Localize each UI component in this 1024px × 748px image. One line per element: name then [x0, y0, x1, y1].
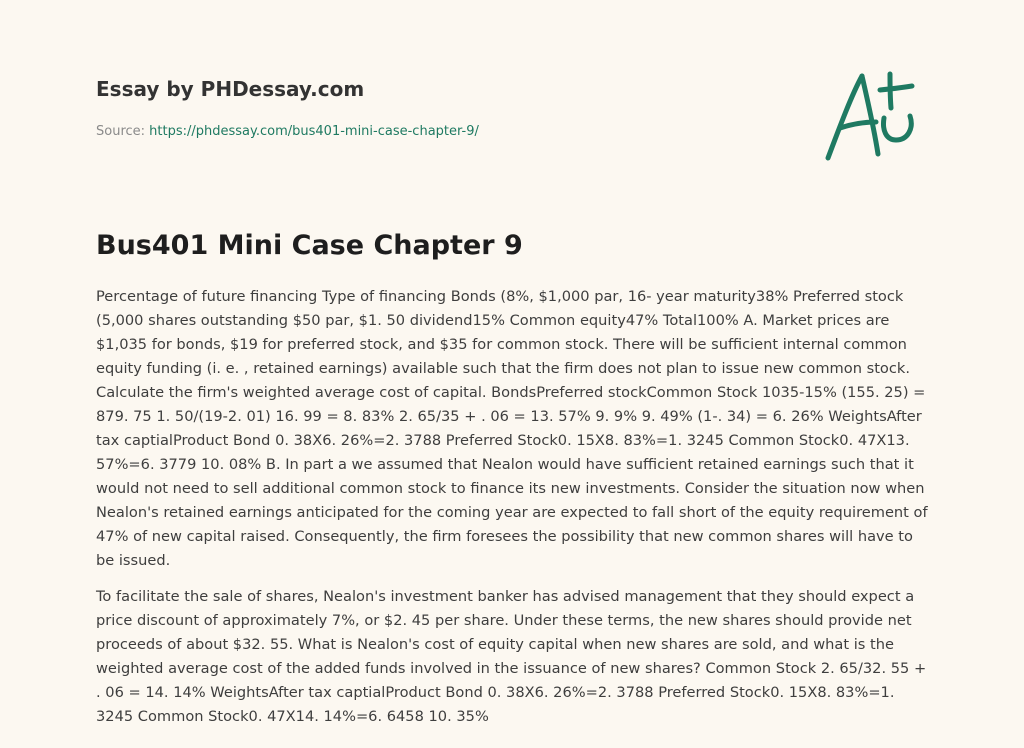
site-title: Essay by PHDessay.com — [96, 77, 365, 101]
source-label: Source: — [96, 124, 150, 139]
source-line — [96, 122, 796, 142]
a-plus-logo — [818, 66, 930, 166]
paragraph: Percentage of future financing Type of financing Bonds (8%, $1,000 par, 16- year maturity38% Preferred stock (5,000 shares outstanding $50 par, $1. 50 dividend15% Common equity47% Total100% A. Market prices are $1,035 for bonds, $19 for preferred stock, and $35 for common stock. There will be sufficient internal common equity funding (i. e. , retained earnings) available such that the firm does not plan to issue new common stock. Calculate the firm's weighted average cost of capital. BondsPreferred stockCommon Stock 1035-15% (155. 25) = 879. 75 1. 50/(19-2. 01) 16. 99 = 8. 83% 2. 65/35 + . 06 = 13. 57% 9. 9% 9. 49% (1-. 34) = 6. 26% WeightsAfter tax captialProduct Bond 0. 38X6. 26%=2. 3788 Preferred Stock0. 15X8. 83%=1. 3245 Common Stock0. 47X13. 57%=6. 3779 10. 08% B. In part a we assumed that Nealon would have sufficient retained earnings such that it would not need to sell additional common stock to finance its new investments. Consider the situation now when Nealon's retained earnings anticipated for the coming year are expected to fall short of the equity requirement of 47% of new capital raised. Consequently, the firm foresees the possibility that new common shares will have to be issued. — [96, 288, 928, 569]
document-body — [96, 285, 930, 741]
page-header — [96, 74, 796, 142]
paragraph: To facilitate the sale of shares, Nealon's investment banker has advised management that they should expect a price discount of approximately 7%, or $2. 45 per share. Under these terms, the new shares should provide net proceeds of about $32. 55. What is Nealon's cost of equity capital when new shares are sold, and what is the weighted average cost of the added funds involved in the issuance of new shares? Common Stock 2. 65/32. 55 + . 06 = 14. 14% WeightsAfter tax captialProduct Bond 0. 38X6. 26%=2. 3788 Preferred Stock0. 15X8. 83%=1. 3245 Common Stock0. 47X14. 14%=6. 6458 10. 35% — [96, 588, 927, 725]
a-plus-grade-icon — [818, 66, 930, 166]
source-link[interactable]: https://phdessay.com/bus401-mini-case-chapter-9/ — [149, 124, 479, 139]
document-title: Bus401 Mini Case Chapter 9 — [96, 230, 523, 261]
